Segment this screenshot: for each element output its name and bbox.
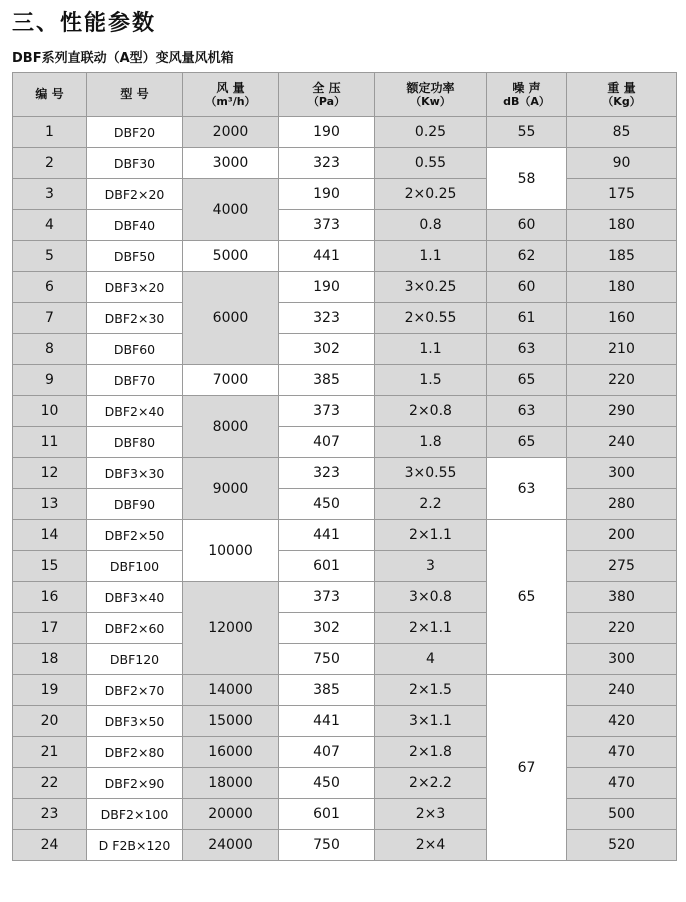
- cell-pressure: 601: [279, 799, 375, 830]
- cell-airflow: 10000: [183, 520, 279, 582]
- cell-weight: 420: [567, 706, 677, 737]
- header-model: 型 号: [87, 73, 183, 117]
- cell-power: 2×2.2: [375, 768, 487, 799]
- cell-weight: 300: [567, 644, 677, 675]
- cell-pressure: 407: [279, 427, 375, 458]
- table-row: [13, 458, 677, 489]
- cell-weight: 240: [567, 675, 677, 706]
- cell-weight: 210: [567, 334, 677, 365]
- cell-no: 10: [13, 396, 87, 427]
- cell-no: 18: [13, 644, 87, 675]
- cell-no: 20: [13, 706, 87, 737]
- cell-weight: 180: [567, 210, 677, 241]
- cell-pressure: 450: [279, 768, 375, 799]
- cell-model: DBF2×60: [87, 613, 183, 644]
- table-row: [13, 117, 677, 148]
- cell-noise: 62: [487, 241, 567, 272]
- cell-pressure: 323: [279, 303, 375, 334]
- cell-power: 2.2: [375, 489, 487, 520]
- cell-no: 11: [13, 427, 87, 458]
- cell-airflow: 18000: [183, 768, 279, 799]
- cell-pressure: 373: [279, 582, 375, 613]
- cell-airflow: 8000: [183, 396, 279, 458]
- cell-airflow: 24000: [183, 830, 279, 861]
- table-row: [13, 799, 677, 830]
- header-airflow-unit: （m³/h）: [205, 94, 256, 108]
- cell-no: 22: [13, 768, 87, 799]
- cell-pressure: 441: [279, 520, 375, 551]
- header-pressure-unit: （Pa）: [307, 94, 346, 108]
- cell-weight: 90: [567, 148, 677, 179]
- cell-model: DBF2×40: [87, 396, 183, 427]
- cell-noise: 65: [487, 427, 567, 458]
- header-airflow: [183, 73, 279, 117]
- cell-power: 2×0.25: [375, 179, 487, 210]
- cell-airflow: 15000: [183, 706, 279, 737]
- cell-model: DBF20: [87, 117, 183, 148]
- cell-power: 4: [375, 644, 487, 675]
- cell-no: 8: [13, 334, 87, 365]
- cell-no: 5: [13, 241, 87, 272]
- cell-weight: 175: [567, 179, 677, 210]
- table-row: [13, 365, 677, 396]
- cell-pressure: 302: [279, 334, 375, 365]
- cell-no: 3: [13, 179, 87, 210]
- cell-noise: 63: [487, 334, 567, 365]
- cell-weight: 280: [567, 489, 677, 520]
- header-noise-unit: dB（A）: [503, 94, 550, 108]
- cell-no: 2: [13, 148, 87, 179]
- table-row: [13, 210, 677, 241]
- cell-pressure: 323: [279, 458, 375, 489]
- table-row: [13, 272, 677, 303]
- cell-power: 2×3: [375, 799, 487, 830]
- cell-airflow: 16000: [183, 737, 279, 768]
- cell-airflow: 7000: [183, 365, 279, 396]
- cell-power: 3×1.1: [375, 706, 487, 737]
- cell-pressure: 750: [279, 644, 375, 675]
- cell-power: 0.55: [375, 148, 487, 179]
- table-row: [13, 179, 677, 210]
- table-row: [13, 613, 677, 644]
- cell-power: 2×1.5: [375, 675, 487, 706]
- cell-power: 1.1: [375, 334, 487, 365]
- table-row: [13, 489, 677, 520]
- cell-model: DBF60: [87, 334, 183, 365]
- cell-no: 12: [13, 458, 87, 489]
- cell-model: DBF30: [87, 148, 183, 179]
- cell-weight: 290: [567, 396, 677, 427]
- cell-no: 17: [13, 613, 87, 644]
- cell-power: 0.8: [375, 210, 487, 241]
- cell-power: 2×4: [375, 830, 487, 861]
- cell-model: DBF50: [87, 241, 183, 272]
- table-row: [13, 148, 677, 179]
- table-row: [13, 644, 677, 675]
- cell-noise: 55: [487, 117, 567, 148]
- table-row: [13, 241, 677, 272]
- cell-no: 15: [13, 551, 87, 582]
- cell-power: 1.1: [375, 241, 487, 272]
- header-row: [13, 73, 677, 117]
- table-row: [13, 303, 677, 334]
- cell-power: 3×0.25: [375, 272, 487, 303]
- header-power-label: 额定功率: [406, 80, 455, 95]
- cell-no: 21: [13, 737, 87, 768]
- cell-no: 1: [13, 117, 87, 148]
- header-power: [375, 73, 487, 117]
- cell-weight: 85: [567, 117, 677, 148]
- table-row: [13, 706, 677, 737]
- cell-model: DBF2×80: [87, 737, 183, 768]
- table-row: [13, 520, 677, 551]
- header-weight: [567, 73, 677, 117]
- header-power-unit: （Kw）: [410, 94, 451, 108]
- table-row: [13, 582, 677, 613]
- table-subtitle: DBF系列直联动（A型）变风量风机箱: [12, 51, 234, 66]
- cell-model: DBF90: [87, 489, 183, 520]
- cell-airflow: 20000: [183, 799, 279, 830]
- cell-model: DBF120: [87, 644, 183, 675]
- section-title: 三、性能参数: [12, 11, 157, 36]
- header-weight-unit: （Kg）: [602, 94, 641, 108]
- cell-weight: 500: [567, 799, 677, 830]
- cell-airflow: 12000: [183, 582, 279, 675]
- cell-weight: 180: [567, 272, 677, 303]
- header-pressure-label: 全 压: [312, 80, 341, 95]
- header-weight-label: 重 量: [607, 80, 636, 95]
- cell-weight: 275: [567, 551, 677, 582]
- cell-power: 1.5: [375, 365, 487, 396]
- cell-weight: 240: [567, 427, 677, 458]
- cell-no: 24: [13, 830, 87, 861]
- cell-power: 1.8: [375, 427, 487, 458]
- table-row: [13, 737, 677, 768]
- cell-model: DBF2×20: [87, 179, 183, 210]
- cell-power: 3×0.55: [375, 458, 487, 489]
- cell-weight: 380: [567, 582, 677, 613]
- header-pressure: [279, 73, 375, 117]
- cell-power: 0.25: [375, 117, 487, 148]
- table-row: [13, 551, 677, 582]
- cell-noise: 63: [487, 396, 567, 427]
- cell-pressure: 373: [279, 396, 375, 427]
- cell-pressure: 190: [279, 117, 375, 148]
- cell-model: DBF3×50: [87, 706, 183, 737]
- cell-power: 2×1.8: [375, 737, 487, 768]
- cell-power: 2×0.55: [375, 303, 487, 334]
- cell-power: 2×1.1: [375, 520, 487, 551]
- cell-noise: 65: [487, 365, 567, 396]
- cell-model: DBF70: [87, 365, 183, 396]
- cell-weight: 520: [567, 830, 677, 861]
- table-row: [13, 675, 677, 706]
- cell-weight: 185: [567, 241, 677, 272]
- performance-table: [12, 72, 677, 861]
- cell-pressure: 385: [279, 365, 375, 396]
- cell-noise: 65: [487, 520, 567, 675]
- cell-weight: 470: [567, 737, 677, 768]
- cell-no: 7: [13, 303, 87, 334]
- cell-weight: 200: [567, 520, 677, 551]
- cell-pressure: 601: [279, 551, 375, 582]
- cell-model: DBF100: [87, 551, 183, 582]
- cell-no: 23: [13, 799, 87, 830]
- cell-pressure: 385: [279, 675, 375, 706]
- cell-power: 2×0.8: [375, 396, 487, 427]
- cell-no: 19: [13, 675, 87, 706]
- cell-noise: 58: [487, 148, 567, 210]
- cell-airflow: 9000: [183, 458, 279, 520]
- cell-pressure: 750: [279, 830, 375, 861]
- cell-power: 2×1.1: [375, 613, 487, 644]
- table-row: [13, 768, 677, 799]
- cell-pressure: 190: [279, 272, 375, 303]
- cell-power: 3×0.8: [375, 582, 487, 613]
- cell-model: DBF2×100: [87, 799, 183, 830]
- cell-weight: 300: [567, 458, 677, 489]
- cell-airflow: 5000: [183, 241, 279, 272]
- header-no: 编 号: [13, 73, 87, 117]
- cell-noise: 63: [487, 458, 567, 520]
- cell-pressure: 441: [279, 241, 375, 272]
- cell-model: DBF3×30: [87, 458, 183, 489]
- cell-airflow: 6000: [183, 272, 279, 365]
- table-row: [13, 830, 677, 861]
- table-row: [13, 334, 677, 365]
- cell-no: 4: [13, 210, 87, 241]
- cell-pressure: 373: [279, 210, 375, 241]
- cell-pressure: 190: [279, 179, 375, 210]
- cell-no: 16: [13, 582, 87, 613]
- cell-model: D F2B×120: [87, 830, 183, 861]
- cell-airflow: 2000: [183, 117, 279, 148]
- table-row: [13, 396, 677, 427]
- cell-airflow: 3000: [183, 148, 279, 179]
- cell-model: DBF40: [87, 210, 183, 241]
- cell-weight: 220: [567, 365, 677, 396]
- cell-model: DBF80: [87, 427, 183, 458]
- cell-no: 14: [13, 520, 87, 551]
- cell-airflow: 14000: [183, 675, 279, 706]
- cell-pressure: 441: [279, 706, 375, 737]
- cell-model: DBF2×30: [87, 303, 183, 334]
- cell-weight: 470: [567, 768, 677, 799]
- cell-airflow: 4000: [183, 179, 279, 241]
- header-noise-label: 噪 声: [512, 80, 541, 95]
- cell-model: DBF2×50: [87, 520, 183, 551]
- cell-pressure: 302: [279, 613, 375, 644]
- cell-model: DBF2×70: [87, 675, 183, 706]
- cell-pressure: 450: [279, 489, 375, 520]
- cell-noise: 60: [487, 210, 567, 241]
- cell-noise: 67: [487, 675, 567, 861]
- cell-no: 13: [13, 489, 87, 520]
- cell-no: 6: [13, 272, 87, 303]
- cell-noise: 61: [487, 303, 567, 334]
- cell-model: DBF2×90: [87, 768, 183, 799]
- cell-power: 3: [375, 551, 487, 582]
- cell-weight: 220: [567, 613, 677, 644]
- cell-pressure: 323: [279, 148, 375, 179]
- header-airflow-label: 风 量: [216, 80, 245, 95]
- cell-weight: 160: [567, 303, 677, 334]
- cell-no: 9: [13, 365, 87, 396]
- header-noise: [487, 73, 567, 117]
- cell-noise: 60: [487, 272, 567, 303]
- cell-model: DBF3×40: [87, 582, 183, 613]
- cell-pressure: 407: [279, 737, 375, 768]
- cell-model: DBF3×20: [87, 272, 183, 303]
- table-row: [13, 427, 677, 458]
